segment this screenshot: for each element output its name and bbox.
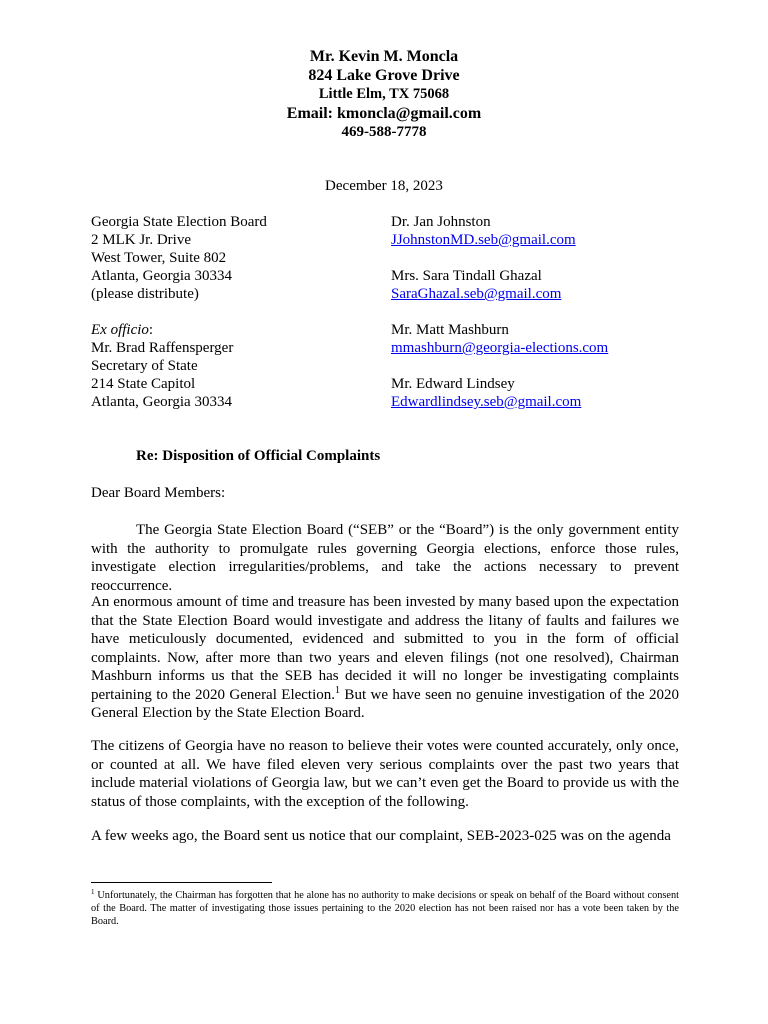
footnote-number: 1: [91, 888, 95, 896]
sos-name: Mr. Brad Raffensperger: [91, 340, 234, 356]
sender-email: Email: kmoncla@gmail.com: [286, 105, 482, 122]
board-member-name: Mrs. Sara Tindall Ghazal: [391, 268, 542, 284]
paragraph-text: But we have seen no genuine investigation of the 2020 General Election by the State Election Board.: [91, 686, 679, 721]
body-paragraph: The citizens of Georgia have no reason to believe their votes were counted accurately, only once, or counted at all. We have filed eleven very serious complaints over the past two years that include material violations of Georgia law, but we can’t even get the Board to provide us with the status of those complaints, with the exception of the following.: [91, 738, 679, 810]
sos-title: Secretary of State: [91, 358, 198, 374]
recipient-city: Atlanta, Georgia 30334: [91, 268, 232, 284]
sender-phone: 469-588-7778: [341, 124, 427, 140]
ex-officio-text: Ex officio: [91, 322, 149, 338]
letterhead: [0, 47, 768, 142]
ex-officio-label: [91, 321, 381, 339]
board-member-email-link[interactable]: Edwardlindsey.seb@gmail.com: [391, 394, 582, 410]
recipient-org: Georgia State Election Board: [91, 214, 267, 230]
board-members-block: [391, 213, 691, 411]
salutation: Dear Board Members:: [91, 485, 226, 501]
ex-officio-colon: :: [148, 322, 154, 338]
letter-date: December 18, 2023: [325, 178, 443, 194]
board-member-email-link[interactable]: SaraGhazal.seb@gmail.com: [391, 286, 562, 302]
sos-street: 214 State Capitol: [91, 376, 196, 392]
footnote: [91, 889, 679, 928]
recipient-note: (please distribute): [91, 286, 199, 302]
board-member-name: Mr. Matt Mashburn: [391, 322, 509, 338]
footnote-text: Unfortunately, the Chairman has forgotten that he alone has no authority to make decisions or speak on behalf of the Board without consent of the Board. The matter of investigating those issues pertaining to the 2020 election has not been raised nor has a vote been taken by the Board.: [91, 890, 679, 927]
body-paragraph: The Georgia State Election Board (“SEB” or the “Board”) is the only government entity with the authority to promulgate rules governing Georgia elections, enforce those rules, investigate election irregularities/problems, and take the actions necessary to prevent reoccurrence.: [91, 522, 679, 594]
sender-name: Mr. Kevin M. Moncla: [309, 48, 459, 65]
board-member-name: Mr. Edward Lindsey: [391, 376, 515, 392]
paragraph-text: An enormous amount of time and treasure has been invested by many based upon the expectation that the State Election Board would investigate and address the litany of faults and failures we have meticulously documented, evidenced and submitted to you in the form of official complaints. Now, after more than two years and eleven filings (not one resolved), Chairman Mashburn informs us that the SEB has decided it will no longer be investigating complaints pertaining to the 2020 General Election.: [91, 594, 679, 703]
board-member-email-link[interactable]: mmashburn@georgia-elections.com: [391, 340, 609, 356]
sender-city: Little Elm, TX 75068: [318, 86, 450, 102]
recipient-street: 2 MLK Jr. Drive: [91, 232, 191, 248]
footnote-divider: [91, 882, 272, 883]
recipient-address-block: [91, 213, 381, 411]
body-paragraph: [91, 593, 679, 723]
subject-line: Re: Disposition of Official Complaints: [136, 448, 381, 464]
sender-address: 824 Lake Grove Drive: [308, 67, 460, 84]
board-member-name: Dr. Jan Johnston: [391, 214, 491, 230]
sos-city: Atlanta, Georgia 30334: [91, 394, 232, 410]
recipient-suite: West Tower, Suite 802: [91, 250, 227, 266]
footnote-reference: 1: [335, 684, 341, 696]
body-paragraph: A few weeks ago, the Board sent us notice that our complaint, SEB-2023-025 was on the agenda: [91, 828, 671, 844]
board-member-email-link[interactable]: JJohnstonMD.seb@gmail.com: [391, 232, 576, 248]
